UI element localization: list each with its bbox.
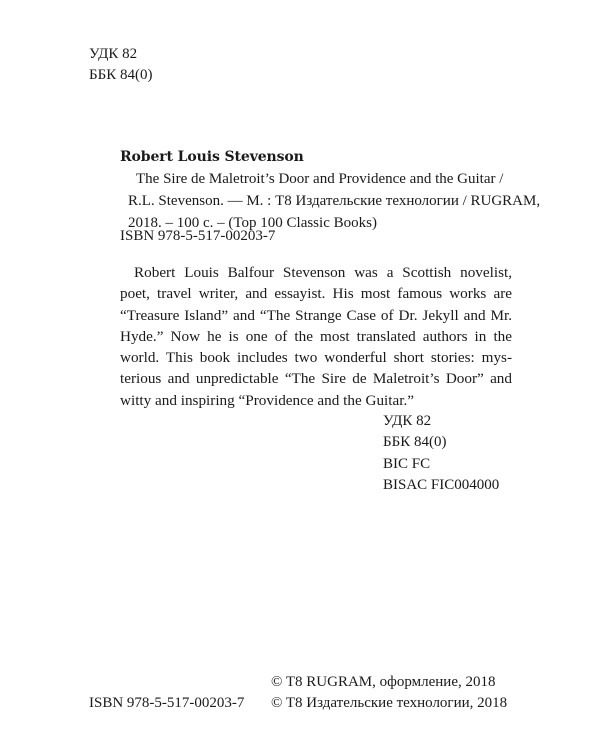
annotation-line: Robert Louis Balfour Stevenson was a Scottish novelist, <box>134 264 512 281</box>
copyright-notices <box>271 672 507 715</box>
bibliographic-record <box>120 146 541 234</box>
copyright-line: © T8 Издательские технологии, 2018 <box>271 695 508 712</box>
udk-code: УДК 82 <box>89 46 138 62</box>
author-name: Robert Louis Stevenson <box>120 149 304 165</box>
udk-code: УДК 82 <box>383 413 432 429</box>
annotation-paragraph <box>120 262 512 411</box>
bic-code: BIC FC <box>383 455 431 472</box>
annotation-line: world. This book includes two wonderful short stories: mys- <box>120 349 512 367</box>
isbn-record: ISBN 978-5-517-00203-7 <box>120 228 276 244</box>
classification-codes <box>383 411 499 496</box>
bibliographic-line: 2018. – 100 с. – (Top 100 Classic Books) <box>128 215 377 231</box>
annotation-line: witty and inspiring “Providence and the Guitar.” <box>120 391 414 409</box>
bibliographic-line: The Sire de Maletroit’s Door and Providence and the Guitar / <box>136 171 504 187</box>
bibliographic-line: R.L. Stevenson. — М. : T8 Издательские технологии / RUGRAM, <box>128 193 541 209</box>
top-classification-codes <box>89 44 152 86</box>
bisac-code: BISAC FIC004000 <box>383 476 500 493</box>
annotation-line: Hyde.” Now he is one of the most translated authors in the <box>120 327 512 345</box>
annotation-line: “Treasure Island” and “The Strange Case of Dr. Jekyll and Mr. <box>120 306 512 324</box>
footer-isbn: ISBN 978-5-517-00203-7 <box>89 695 245 711</box>
bbk-code: ББК 84(0) <box>89 67 153 83</box>
copyright-line: © T8 RUGRAM, оформление, 2018 <box>271 674 496 690</box>
annotation-line: poet, travel writer, and essayist. His most famous works are <box>120 285 512 303</box>
annotation-line: terious and unpredictable “The Sire de Maletroit’s Door” and <box>120 370 512 388</box>
bbk-code: ББК 84(0) <box>383 434 447 451</box>
